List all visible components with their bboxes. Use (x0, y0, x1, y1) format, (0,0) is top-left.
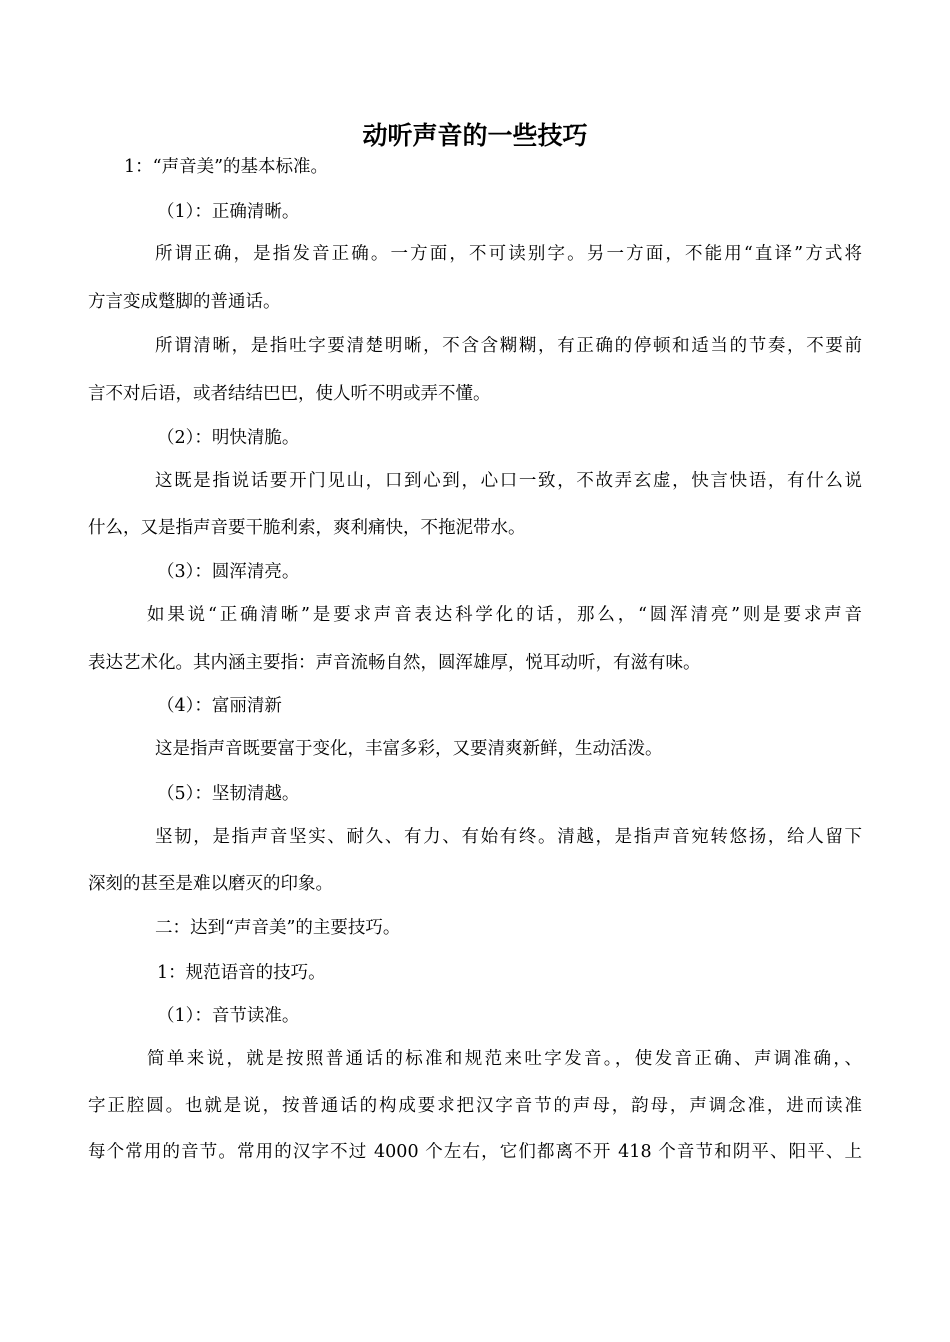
subheading-4: （4）：富丽清新 (157, 696, 282, 716)
paragraph-line: 如果说“正确清晰”是要求声音表达科学化的话，那么，“圆浑清亮”则是要求声音 (147, 605, 862, 625)
subheading-standard-pronunciation: 1：规范语音的技巧。 (157, 963, 326, 983)
paragraph-line: 表达艺术化。其内涵主要指：声音流畅自然，圆浑雄厚，悦耳动听，有滋有味。 (88, 653, 701, 673)
paragraph-line: 什么，又是指声音要干脆利索，爽利痛快，不拖泥带水。 (88, 518, 526, 538)
paragraph-line: 方言变成蹩脚的普通话。 (88, 292, 281, 312)
heading-basic-standard: 1：“声音美”的基本标准。 (124, 157, 329, 177)
paragraph-line: 简单来说，就是按照普通话的标准和规范来吐字发音。，使发音正确、声调准确，、 (147, 1049, 862, 1069)
subheading-syllables: （1）：音节读准。 (157, 1006, 300, 1026)
paragraph-line: 这是指声音既要富于变化，丰富多彩，又要清爽新鲜，生动活泼。 (155, 739, 663, 759)
subheading-2: （2）：明快清脆。 (157, 428, 300, 448)
paragraph-line: 这既是指说话要开门见山，口到心到，心口一致，不故弄玄虚，快言快语，有什么说 (155, 471, 862, 491)
paragraph-line: 所谓清晰，是指吐字要清楚明晰，不含含糊糊，有正确的停顿和适当的节奏，不要前 (155, 336, 862, 356)
paragraph-line: 字正腔圆。也就是说，按普通话的构成要求把汉字音节的声母，韵母，声调念准，进而读准 (88, 1096, 862, 1116)
heading-main-techniques: 二：达到“声音美”的主要技巧。 (155, 918, 401, 938)
paragraph-line: 深刻的甚至是难以磨灭的印象。 (88, 874, 333, 894)
document-title: 动听声音的一些技巧 (362, 121, 588, 150)
paragraph-line: 坚韧，是指声音坚实、耐久、有力、有始有终。清越，是指声音宛转悠扬，给人留下 (155, 827, 862, 847)
subheading-1: （1）：正确清晰。 (157, 202, 300, 222)
paragraph-line: 所谓正确，是指发音正确。一方面，不可读别字。另一方面，不能用“直译”方式将 (155, 244, 862, 264)
subheading-5: （5）：坚韧清越。 (157, 784, 300, 804)
subheading-3: （3）：圆浑清亮。 (157, 562, 300, 582)
paragraph-line: 每个常用的音节。常用的汉字不过 4000 个左右，它们都离不开 418 个音节和阴平、阳平、上 (88, 1142, 862, 1162)
paragraph-line: 言不对后语，或者结结巴巴，使人听不明或弄不懂。 (88, 384, 491, 404)
